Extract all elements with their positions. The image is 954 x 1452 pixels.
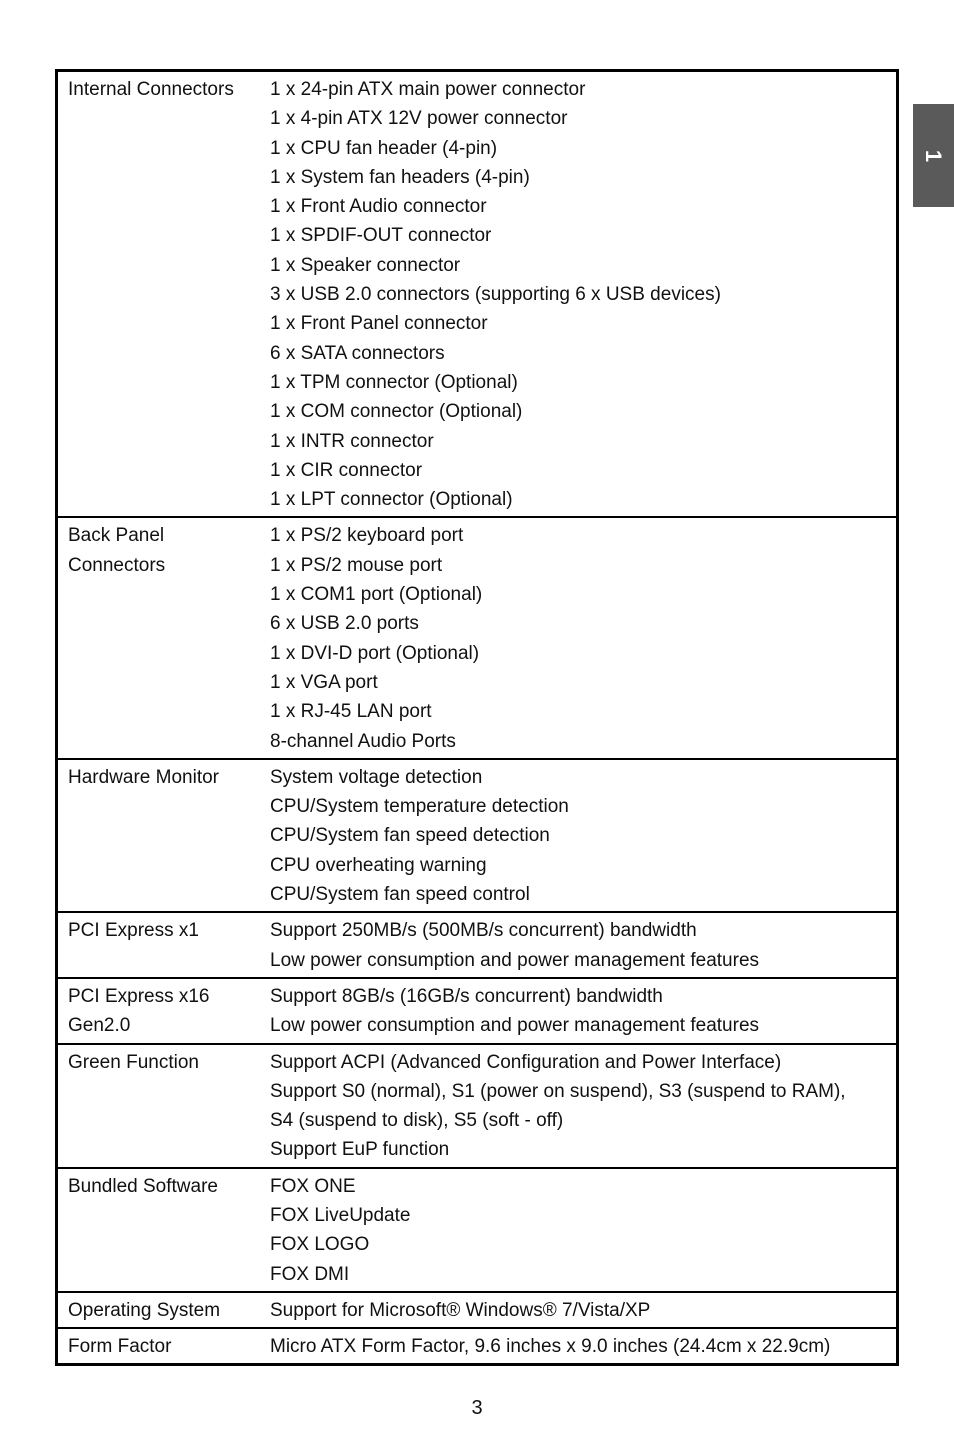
spec-value-line: 1 x PS/2 mouse port [270, 554, 443, 576]
spec-row [57, 912, 898, 978]
spec-value-line: 1 x Speaker connector [270, 254, 461, 276]
spec-label-cell [57, 1328, 271, 1365]
spec-value-cell [270, 71, 898, 518]
spec-label: Bundled Software [68, 1175, 218, 1197]
spec-label: PCI Express x1 [68, 920, 199, 942]
spec-label: Back Panel [68, 525, 165, 547]
spec-label: Internal Connectors [68, 79, 234, 100]
spec-value-line: 3 x USB 2.0 connectors (supporting 6 x USB devices) [270, 284, 721, 306]
spec-value-line: Low power consumption and power management features [270, 1015, 760, 1037]
spec-value-line: Micro ATX Form Factor, 9.6 inches x 9.0 inches (24.4cm x 22.9cm) [270, 1336, 831, 1358]
spec-value-cell [270, 517, 898, 758]
spec-value-line: 1 x Front Panel connector [270, 313, 488, 335]
spec-row [57, 71, 898, 518]
spec-value-line: 1 x System fan headers (4-pin) [270, 166, 530, 188]
spec-value-cell [270, 1328, 898, 1365]
spec-value-line: 1 x PS/2 keyboard port [270, 525, 464, 547]
spec-label-cell [57, 1168, 271, 1292]
spec-value-line: 1 x CIR connector [270, 459, 423, 481]
spec-value-line: Support EuP function [270, 1139, 450, 1161]
spec-value-line: 1 x 24-pin ATX main power connector [270, 79, 586, 100]
spec-label: Hardware Monitor [68, 766, 219, 788]
spec-value-line: FOX DMI [270, 1263, 350, 1285]
spec-value-line: Support 250MB/s (500MB/s concurrent) bandwidth [270, 920, 697, 942]
chapter-tab [913, 104, 954, 207]
spec-value-line: 1 x TPM connector (Optional) [270, 371, 518, 393]
spec-value-line: 1 x INTR connector [270, 430, 434, 452]
spec-label: Green Function [68, 1051, 199, 1073]
spec-value-line: CPU/System temperature detection [270, 796, 569, 818]
spec-value-line: FOX LiveUpdate [270, 1204, 411, 1226]
spec-value-line: FOX ONE [270, 1175, 356, 1197]
spec-value-line: CPU/System fan speed control [270, 884, 530, 906]
spec-value-cell [270, 1168, 898, 1292]
spec-row [57, 1292, 898, 1328]
spec-value-line: FOX LOGO [270, 1234, 370, 1256]
spec-value-cell [270, 1044, 898, 1168]
spec-value-line: CPU/System fan speed detection [270, 825, 550, 847]
spec-label: Form Factor [68, 1336, 172, 1358]
spec-value-line: 1 x SPDIF-OUT connector [270, 225, 492, 247]
spec-value-cell [270, 912, 898, 978]
spec-value-line: 1 x LPT connector (Optional) [270, 489, 513, 511]
spec-value-line: 8-channel Audio Ports [270, 730, 456, 752]
spec-value-line: Low power consumption and power management features [270, 949, 760, 971]
spec-label: Gen2.0 [68, 1015, 131, 1037]
spec-value-cell [270, 978, 898, 1044]
spec-label-cell [57, 759, 271, 912]
spec-row [57, 759, 898, 912]
spec-value-line: S4 (suspend to disk), S5 (soft - off) [270, 1110, 564, 1132]
spec-value-line: Support S0 (normal), S1 (power on suspend), S3 (suspend to RAM), [270, 1080, 846, 1102]
spec-label-cell [57, 912, 271, 978]
spec-row [57, 1168, 898, 1292]
spec-row [57, 1044, 898, 1168]
specification-table [55, 69, 899, 1366]
spec-row [57, 1328, 898, 1365]
spec-value-line: Support ACPI (Advanced Configuration and Power Interface) [270, 1051, 782, 1073]
spec-label-cell [57, 1292, 271, 1328]
spec-label-cell [57, 71, 271, 518]
spec-value-line: Support 8GB/s (16GB/s concurrent) bandwidth [270, 985, 663, 1007]
spec-value-line: 1 x COM connector (Optional) [270, 401, 523, 423]
spec-label: Operating System [68, 1299, 221, 1321]
spec-value-line: 1 x CPU fan header (4-pin) [270, 137, 498, 159]
spec-value-line: 1 x RJ-45 LAN port [270, 701, 432, 723]
spec-value-line: 1 x 4-pin ATX 12V power connector [270, 108, 568, 130]
spec-label: PCI Express x16 [68, 985, 210, 1007]
spec-value-line: 1 x COM1 port (Optional) [270, 584, 483, 606]
spec-value-cell [270, 1292, 898, 1328]
chapter-tab-label: 1 [921, 149, 947, 162]
spec-row [57, 517, 898, 758]
spec-value-cell [270, 759, 898, 912]
spec-label: Connectors [68, 554, 166, 576]
spec-label-cell [57, 1044, 271, 1168]
specification-table-body [57, 71, 898, 1365]
spec-value-line: System voltage detection [270, 766, 483, 788]
spec-value-line: 1 x VGA port [270, 671, 378, 693]
spec-label-cell [57, 978, 271, 1044]
spec-value-line: 1 x Front Audio connector [270, 196, 487, 218]
spec-value-line: CPU overheating warning [270, 854, 487, 876]
spec-value-line: 6 x SATA connectors [270, 342, 445, 364]
spec-value-line: 6 x USB 2.0 ports [270, 613, 419, 635]
page-number: 3 [471, 1397, 483, 1419]
spec-row [57, 978, 898, 1044]
spec-label-cell [57, 517, 271, 758]
spec-value-line: Support for Microsoft® Windows® 7/Vista/XP [270, 1299, 651, 1321]
spec-value-line: 1 x DVI-D port (Optional) [270, 642, 480, 664]
